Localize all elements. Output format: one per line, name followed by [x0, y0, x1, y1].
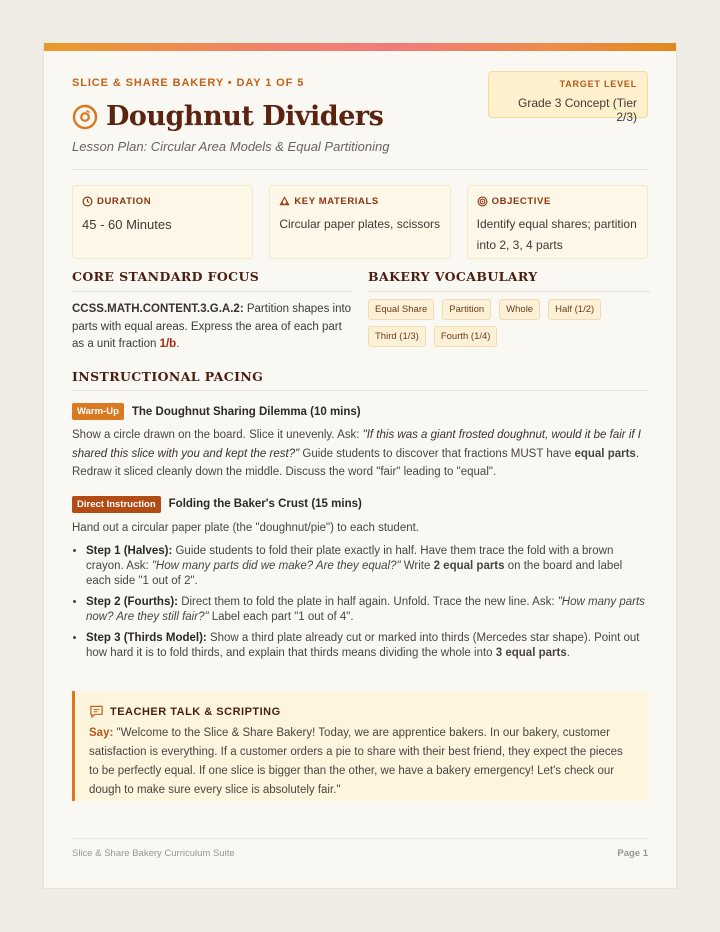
- pacing-heading: INSTRUCTIONAL PACING: [72, 369, 264, 384]
- footer-divider: [72, 838, 648, 839]
- duration-label: DURATION: [97, 196, 152, 207]
- warmup-title: The Doughnut Sharing Dilemma (10 mins): [131, 405, 361, 418]
- vocab-tag: Partition: [442, 299, 491, 320]
- title-row: [72, 101, 383, 132]
- step-key: Step 3 (Thirds Model):: [86, 632, 207, 644]
- teacher-talk-text: [89, 724, 634, 800]
- step-text: on the board and label each side "1 out of 2".: [86, 560, 623, 587]
- direct-intro: Hand out a circular paper plate (the "doughnut/pie") to each student.: [72, 521, 419, 534]
- direct-title: Folding the Baker's Crust (15 mins): [168, 498, 362, 510]
- list-item: [86, 631, 648, 661]
- vocab-tag: Half (1/2): [548, 299, 601, 320]
- step-text: Guide students to fold their plate exactly in half. Have them trace the fold with a brown crayon. Ask:: [86, 545, 614, 572]
- objective-label: OBJECTIVE: [491, 196, 551, 207]
- doughnut-icon: [72, 104, 98, 130]
- vocab-tag: Equal Share: [368, 299, 434, 320]
- objective-value: Identify equal shares; partition into 2, 3, 4 parts: [476, 217, 637, 252]
- direct-header: [72, 496, 648, 513]
- objective-card: [467, 185, 648, 259]
- duration-card-head: [82, 196, 243, 207]
- warmup-p2: Guide students to discover that fractions MUST have: [299, 447, 575, 460]
- standard-description: Partition shapes into parts with equal areas. Express the area of each part as a unit fraction: [72, 303, 352, 350]
- page-title: Doughnut Dividers: [106, 101, 384, 132]
- vocab-tag: Whole: [499, 299, 540, 320]
- warmup-header: [72, 403, 648, 420]
- warmup-p1: Show a circle drawn on the board. Slice it unevenly. Ask:: [72, 429, 363, 441]
- target-icon: [477, 196, 488, 207]
- vocabulary-section: [368, 269, 650, 347]
- direct-steps: [72, 544, 648, 661]
- footer-suite: Slice & Share Bakery Curriculum Suite: [72, 848, 235, 859]
- vocab-tag: Third (1/3): [368, 326, 426, 347]
- kicker: SLICE & SHARE BAKERY • DAY 1 OF 5: [72, 77, 305, 89]
- warmup-badge: Warm-Up: [72, 403, 124, 420]
- step-text: Write: [400, 560, 434, 572]
- info-cards: [72, 185, 648, 259]
- standard-section: [72, 269, 353, 354]
- accent-bar: [44, 43, 676, 51]
- vocabulary-tags: [368, 299, 608, 347]
- standard-divider: [72, 291, 353, 292]
- duration-value: 45 - 60 Minutes: [82, 217, 172, 232]
- standard-heading: CORE STANDARD FOCUS: [72, 269, 260, 284]
- teacher-talk-header: [89, 704, 634, 719]
- warmup-text: [72, 426, 648, 482]
- step-text: Label each part "1 out of 4".: [208, 611, 354, 623]
- pacing-section: [72, 369, 648, 667]
- say-label: Say:: [89, 727, 114, 739]
- vocabulary-heading: BAKERY VOCABULARY: [368, 269, 538, 284]
- direct-badge: Direct Instruction: [72, 496, 161, 513]
- unit-fraction: 1/b: [159, 338, 177, 350]
- step-key: Step 2 (Fourths):: [86, 596, 178, 608]
- materials-value: Circular paper plates, scissors: [279, 217, 441, 231]
- vocab-tag: Fourth (1/4): [434, 326, 498, 347]
- materials-label: KEY MATERIALS: [294, 196, 379, 207]
- standard-end: .: [176, 338, 180, 350]
- pacing-divider: [72, 390, 648, 391]
- standard-code: CCSS.MATH.CONTENT.3.G.A.2:: [72, 303, 244, 315]
- list-item: [86, 595, 648, 625]
- teacher-talk-box: [72, 691, 648, 801]
- page-number: Page 1: [617, 848, 648, 859]
- script-text: "Welcome to the Slice & Share Bakery! Today, we are apprentice bakers. In our bakery, customer satisfaction is everything. If a customer orders a pie to share with their best friend, they expect the pieces to be perfectly equal. If one slice is bigger than the other, we have a bakery emergency! Let's check our dough to make sure every slice is absolutely fair.": [89, 727, 623, 796]
- warmup-quote: "If this was a giant frosted doughnut, would it be fair if I shared this slice with you and kept the rest?": [72, 429, 641, 460]
- target-level-box: [488, 71, 648, 124]
- standard-text: [72, 301, 353, 354]
- step-quote: "How many parts now? Are they still fair?": [86, 596, 645, 623]
- step-text: Show a third plate already cut or marked into thirds (Mercedes star shape). Point out how hard it is to fold thirds, and explain that thirds means dividing the whole into: [86, 632, 640, 659]
- objective-card-head: [477, 196, 638, 207]
- target-level-value: Grade 3 Concept (Tier 2/3): [518, 96, 637, 124]
- step-bold: 3 equal parts: [495, 647, 567, 659]
- step-text: Direct them to fold the plate in half again. Unfold. Trace the new line. Ask:: [178, 596, 558, 608]
- speech-bubble-icon: [89, 704, 104, 719]
- step-bold: 2 equal parts: [433, 560, 505, 572]
- list-item: [86, 544, 648, 589]
- page-subtitle: Lesson Plan: Circular Area Models & Equal Partitioning: [72, 139, 390, 154]
- clock-icon: [82, 196, 93, 207]
- materials-card-head: [279, 196, 440, 207]
- warmup-p3: . Redraw it sliced cleanly down the middle. Discuss the word "fair" leading to "equal".: [72, 447, 640, 478]
- materials-card: [269, 185, 450, 259]
- duration-card: [72, 185, 253, 259]
- step-text: .: [566, 647, 570, 659]
- vocabulary-divider: [368, 291, 650, 292]
- target-level-label: TARGET LEVEL: [559, 79, 637, 89]
- warmup-bold: equal parts: [574, 447, 636, 460]
- teacher-talk-heading: TEACHER TALK & SCRIPTING: [110, 705, 281, 718]
- materials-icon: [279, 196, 290, 207]
- lesson-page: [43, 43, 677, 889]
- header-divider: [72, 169, 648, 170]
- step-quote: "How many parts did we make? Are they equal?": [151, 560, 401, 572]
- step-key: Step 1 (Halves):: [86, 545, 173, 557]
